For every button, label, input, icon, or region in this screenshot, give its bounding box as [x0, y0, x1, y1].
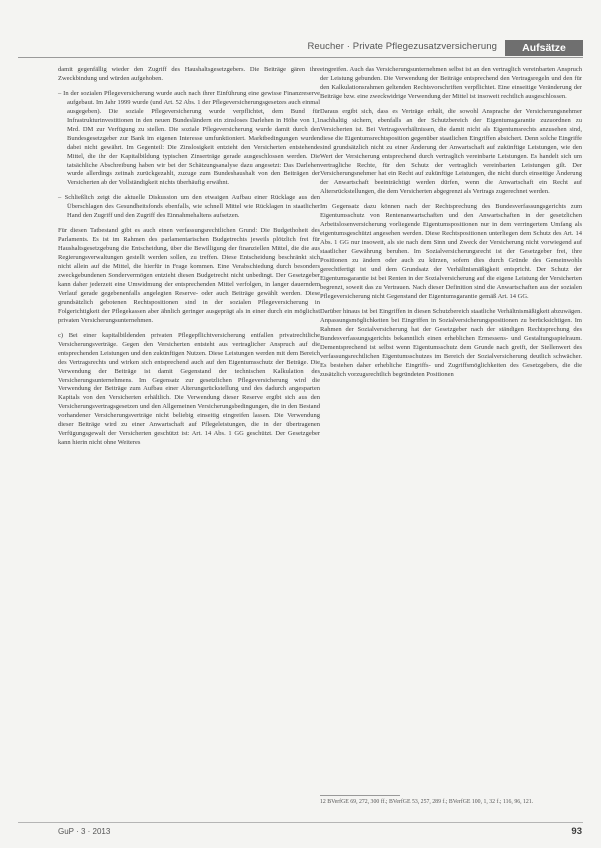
paragraph: damit gegenfällig wieder den Zugriff des Haushaltsgesetzgebers. Die Beiträge gären ihre Zweckbindung und würden aufgehoben. [58, 66, 320, 82]
journal-citation: GuP · 3 · 2013 [58, 827, 111, 836]
paragraph: Für diesen Tatbestand gibt es auch einen verfassungsrechtlichen Grund: Die Budgethoheit des Parlaments. Es ist im Rahmen des parlamentarischen Budgetrechts jeweils plötzlich frei für Haushaltsgesetzgebung die Entscheidung, über die Bewilligung der finanziellen Mittel, die die aus Regierungsverwaltungen gestellt werden sollen, zu treffen. Diese Entscheidung beschränkt sich nicht allein auf die Mittel, die hierfür in Frage kommen. Eine Verabschiedung durch besonders zweckgebundenen Sondervermögen entzieht diesen Budgetrecht nicht unbedingt. Der Gesetzgeber kann daher jederzeit eine Umwidmung der entsprechenden Mittel verfolgen, in langer dauerndem Verlauf gerade gegebenenfalls angelegten Reserve- oder auch Beiträge gewählt werden. Diese grundsätzlich gebotenen Rechtspositionen sind in der sozialen Pflegeversicherung in Folgerichtigkeit der Pflegekassen aber ähnlich geringer ausgeprägt als in einer durch ein möglichst privaten Versicherungsunternehmen. [58, 227, 320, 324]
footnote-divider [320, 795, 400, 796]
bullet-paragraph: – Schließlich zeigt die aktuelle Diskussion um den etwaigen Aufbau einer Rücklage aus den Überschlagen des Gesundheitsfonds ebenfalls, wie schnell Mittel wie Rücklagen in staatlicher Hand den Zugriff und den Zugriff des Einnahmehaltens aufsetzen. [58, 194, 320, 220]
bullet-paragraph: – In der sozialen Pflegeversicherung wurde auch nach ihrer Einführung eine gewisse Finanzreserve aufgebaut. Im Jahr 1999 wurde (und Art. 52 Abs. 1 der Pflegeversicherungsgesetzes auch einmal ausgegeben). Die soziale Pflegeversicherung wurde verpflichtet, dem Bund für Infrastrukturinvestitionen in den neuen Bundesländern ein zinsloses Darlehen in Höhe von 1,1 Mrd. DM zur Verfügung zu stellen. Die soziale Pflegeversicherung wurde damit durch den Bundesgesetzgeber zur Bank im eigenen Interesse umfunktioniert. Marktbedingungen wurden dabei nicht gewährt. Im Gegenteil: Die Zinslosigkeit entzieht den Versicherten entstehende Mittel, die ihr der Kapitalbildung typischen Zinserträge gerade ausgeschlossen werden. Die tatsächliche Abschreibung haben wir bei der Schätzungsanalyse dazu angesetzt: Das Darlehen wurde allerdings zeitnah zurückgezahlt, zuzuge zum Bundeshaushalt von den Beiträgen der Versicherten ab der Vollständigkeit nichts überhäufig erwähnt. [58, 89, 320, 187]
paragraph: c) Bei einer kapitalbildenden privaten Pflegepflichtversicherung entfallen privatrechtliche Versicherungsverträge. Gegen den Versicherten entsteht aus vertraglicher Anspruch auf die entsprechenden Leistungen und den zukünftigen Nutzen. Diese Leistungen werden mit dem Bereich des Vertragsrechts und wirken sich entsprechend auch auf den Eigentumsschutz der Beträge. Die Verwendung der Beiträge ist damit Gegenstand der technischen Kalkulation des Versicherungsunternehmens. Im Gegensatz zur gesetzlichen Pflegeversicherung wird die Verwendung der Beiträge zum Aufbau einer Alterungsrückstellung und des dadurch angesparten Kapitals von den Versicherten erhältlich. Die Verwendung dieser Reserve ergibt sich aus den Versicherungsvertragsgesetzen und den Allgemeinen Versicherungsbedingungen, die in den Bestand vorhandener Versicherungsverträge nicht beliebig einseitig eingreifen lassen. Die Verwendung dieser Beiträge wird zu einer Anwartschaft auf Pflegeleistungen, die in der übertragenen Verfügungsgewalt der Versicherten geschützt ist: Art. 14 Abs. 1 GG geschützt. Der Gesetzgeber kann hierin nicht ohne Weiteres [58, 331, 320, 447]
section-tab: Aufsätze [505, 40, 583, 56]
left-column [58, 66, 320, 454]
paragraph: Daraus ergibt sich, dass es Verträge erhält, die sowohl Ansprache der Versicherungsnehmer nachhaltig sichern, ebenfalls an der Schutzbereich der Eigentumsgarantie zuzuordnen zu Versicherten ist. Bei Vertragsverhältnissen, die damit nicht als Eigentumsrechts anzusehen sind, diese die Eigentumsrechtsposition gegenüber staatlichen Eingriffen absichert. Denn solche Eingriffe sind grundsätzlich nicht zu einer Änderung der Anwartschaft auf zukünftige Leistungen, wie den Wert der Versicherung entsprechend durch vertraglich vereinbarte Leistungen. Es handelt sich um vertragliche Rechte, für den Schutz der vertraglich vereinbarten Leistungen gilt. Der Versicherungsnehmer hat ein Recht auf zukünftige Leistungen, die nicht durch einseitige Änderung der Anwartschaft beeinträchtigt werden dürfen, wenn die Anwartschaft ein Recht auf Altersrückstellungen, die dem Versicherten abgegrenzt als Vertrags zugerechnet werden. [320, 107, 582, 196]
page-header [18, 40, 583, 56]
footnote: 12 BVerfGE 69, 272, 300 ff.; BVerfGE 53, 257, 289 f.; BVerfGE 100, 1, 32 f.; 116, 96, 121. [320, 799, 534, 805]
running-title: Reucher · Private Pflegezusatzversicherung [307, 41, 497, 52]
paragraph: Darüber hinaus ist bei Eingriffen in diesen Schutzbereich staatliche Verhältnismäßigkeit abzuwägen. Anpassungsmöglichkeiten bei Eingriffen in Sozialversicherungspositionen zu berücksichtigen. Im Rahmen der Sozialversicherung hat der Gesetzgeber nach der ständigen Rechtsprechung des Bundesverfassungsgerichts bekanntlich einen erheblichen Ermessens- und Gestaltungsspielraum. Dementsprechend ist selbst wenn Eigentumsschutz dem Grunde nach greift, der Stellenwert des verfassungsrechtlichen Eigentumsschutzes im Bereich der Sozialversicherung deutlich schwächer. Es bestehen daher erhebliche Eingriffs- und Zugriffsmöglichkeiten des Gesetzgebers, die die zusätzlich vorzugsrechtlich begründeten Positionen [320, 307, 582, 378]
page-number: 93 [571, 826, 582, 837]
paragraph: Im Gegensatz dazu können nach der Rechtsprechung des Bundesverfassungsgerichts zum Eigentumsschutz von Rentenanwartschaften und den Anwartschaften in der gesetzlichen Arbeitslosenversicherung vorliegende Eigentumspositionen nur in dem verringertem Umfang als eigentumsgeschützt angesehen werden. Diese Rechtspositionen unterliegen dem Schutz des Art. 14 Abs. 1 GG nur insoweit, als sie nach dem Sinn und Zweck der Versicherung nicht vorwiegend auf staatlicher Gewährung beruhen. Im Sozialversicherungsrecht ist der Gesetzgeber frei, ihre Positionen zu ändern oder auch zu kürzen, sofern dies durch Gründe des Gemeinwohls gerechtfertigt ist und dem Grundsatz der Verhältnismäßigkeit entspricht. Der Schutz der Eigentumsgarantie ist bei Renten in der Sozialversicherung auf die eigene Leistung der Versicherten begrenzt, soweit das zu Vertrauen. Nach dieser Definition sind die Anwartschaften aus der sozialen Pflegeversicherung nicht Gegenstand der Eigentumsgarantie gemäß Art. 14 GG. [320, 203, 582, 300]
header-divider [18, 57, 583, 58]
paragraph: eingreifen. Auch das Versicherungsunternehmen selbst ist an den vertraglich vereinbarten Anspruch der Leistung gebunden. Die Verwendung der Beiträge entsprechend den Vertragsregeln und den für den Kalkulationsrahmen geltenden Rechtsvorschriften verpflichtet. Eine einseitige Veränderung der Beiträge bzw. eine zweckwidrige Verwendung der Mittel ist insoweit rechtlich ausgeschlossen. [320, 66, 582, 100]
right-column [320, 66, 582, 385]
footer-divider [18, 822, 583, 823]
